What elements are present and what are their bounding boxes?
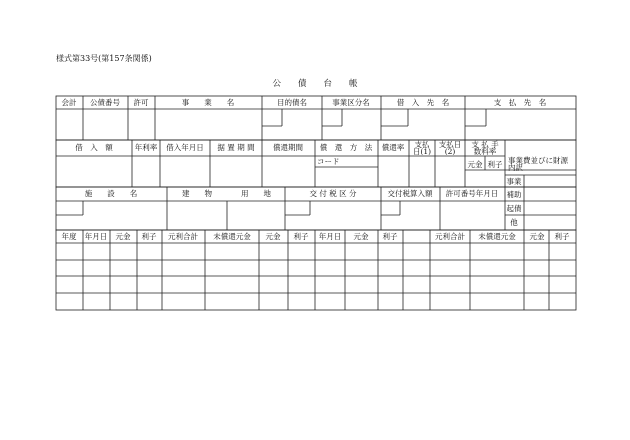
header-pay-day-1-line1: 支払 <box>414 140 430 149</box>
ledger-col-total-2: 元利合計 <box>435 232 465 241</box>
ledger-col-principal: 元金 <box>115 232 131 241</box>
ledger-col-principal-2: 元金 <box>265 232 281 241</box>
header-project-category: 事業区分名 <box>332 98 370 107</box>
code-label: コード <box>317 157 340 166</box>
side-label-bond: 起債 <box>506 204 522 213</box>
ledger-col-principal-4: 元金 <box>529 232 545 241</box>
page-title: 公 債 台 帳 <box>272 79 358 89</box>
ledger-col-date-2: 年月日 <box>318 232 342 241</box>
header-facility-name: 施 設 名 <box>84 189 138 198</box>
header-pay-day-1-line2: 日(1) <box>412 147 432 156</box>
ledger-col-unpaid-principal: 未償還元金 <box>213 232 251 241</box>
fee-interest-label: 利子 <box>487 160 503 169</box>
ledger-col-interest-4: 利子 <box>554 232 570 241</box>
fee-principal-label: 元金 <box>467 160 483 169</box>
ledger-col-interest-3: 利子 <box>382 232 398 241</box>
header-pay-day-2-line1: 支払日 <box>438 140 462 149</box>
header-grace-period: 据 置 期 間 <box>217 143 255 152</box>
header-fee-rate-line2: 数料率 <box>473 147 497 156</box>
header-repay-method: 償 還 方 法 <box>319 143 373 152</box>
header-purpose-bond: 目的債名 <box>277 98 307 107</box>
ledger-col-principal-3: 元金 <box>353 232 369 241</box>
header-borrow-date: 借入年月日 <box>166 143 204 152</box>
header-bond-number: 公債番号 <box>90 98 120 107</box>
ledger-col-total: 元利合計 <box>168 232 198 241</box>
ledger-col-interest-2: 利子 <box>293 232 309 241</box>
project-cost-label-line2: 内訳 <box>508 163 523 172</box>
header-project-name: 事 業 名 <box>181 98 235 107</box>
header-accounting: 会計 <box>61 98 77 107</box>
header-building: 建 物 <box>182 189 212 198</box>
header-payee-name: 支 払 先 名 <box>493 98 547 107</box>
header-lender-name: 借 入 先 名 <box>396 98 450 107</box>
header-repay-period: 償還期間 <box>273 143 303 152</box>
ledger-col-fiscal-year: 年度 <box>61 232 77 241</box>
header-permit-number-date: 許可番号年月日 <box>445 189 499 198</box>
side-label-other: 他 <box>510 218 518 227</box>
header-permit: 許可 <box>133 98 149 107</box>
header-fee-rate-line1: 支 払 手 <box>471 140 499 149</box>
header-land: 用 地 <box>241 189 271 198</box>
header-grant-amount: 交付税算入額 <box>387 189 433 198</box>
ledger-col-unpaid-principal-2: 未償還元金 <box>478 232 516 241</box>
header-pay-day-2-line2: (2) <box>444 147 456 156</box>
header-borrow-amount: 借 入 額 <box>75 143 113 152</box>
project-cost-label-line1: 事業費並びに財源 <box>508 156 568 165</box>
form-number: 様式第33号(第157条関係) <box>56 54 152 63</box>
header-annual-rate: 年利率 <box>134 143 158 152</box>
ledger-col-date: 年月日 <box>84 232 108 241</box>
header-grant-category: 交 付 税 区 分 <box>309 189 357 198</box>
side-label-project: 事業 <box>506 177 522 186</box>
header-repay-rate: 償還率 <box>381 143 405 152</box>
ledger-col-interest: 利子 <box>141 232 157 241</box>
side-label-subsidy: 補助 <box>506 190 522 199</box>
